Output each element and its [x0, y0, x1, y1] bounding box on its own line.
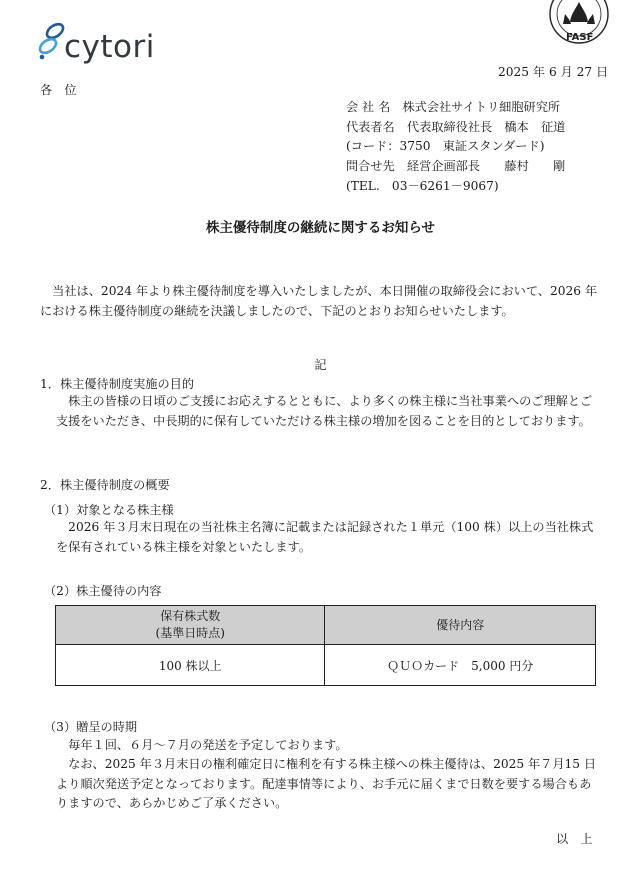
addressee: 各 位: [40, 83, 77, 97]
section2-sub1-heading: （1）対象となる株主様: [44, 503, 174, 517]
company-info: [346, 98, 565, 197]
page-title: 株主優待制度の継続に関するお知らせ: [205, 220, 436, 236]
logo-wordmark: cytori: [64, 29, 155, 65]
contact-person: 問合せ先 経営企画部長 藤村 剛: [346, 159, 566, 174]
table-header-row: [56, 606, 596, 645]
fasf-emblem-icon: [549, 0, 609, 52]
section2-sub3-body: なお、2025 年３月末日の権利確定日に権利を有する株主様への株主優待は、2025 年７月15 日より順次発送予定となっております。配達事情等により、お手元に届くまで日数を要する場合もありますので、あらかじめご了承ください。: [56, 757, 597, 810]
company-logo: [36, 18, 176, 70]
benefit-cell: ＱＵＯカード 5,000 円分: [325, 645, 596, 686]
company-name: 会 社 名 株式会社サイトリ細胞研究所: [346, 100, 561, 114]
ki-mark: 記: [314, 358, 327, 372]
intro-paragraph: 当社は、2024 年より株主優待制度を導入いたしましたが、本日開催の取締役会において、2026 年における株主優待制度の継続を決議しましたので、下記のとおりお知らせいたします。: [40, 284, 598, 318]
shares-cell: 100 株以上: [56, 645, 325, 686]
section2-sub1-body: 2026 年３月末日現在の当社株主名簿に記載または記録された１単元（100 株）以上の当社株式を保有されている株主様を対象といたします。: [56, 520, 594, 554]
benefit-table: [55, 605, 596, 686]
representative: 代表者名 代表取締役社長 橋本 征道: [346, 119, 566, 134]
section2-sub3-line1: 毎年１回、６月～７月の発送を予定しております。: [56, 738, 348, 752]
contact-phone: (TEL. 03－6261－9067): [346, 178, 499, 193]
fasf-mark: [549, 0, 609, 52]
section2-sub3-heading: （3）贈呈の時期: [44, 720, 138, 734]
stock-code: (コード：3750 東証スタンダード): [346, 139, 545, 154]
section1-body: 株主の皆様の日頃のご支援にお応えするとともに、より多くの株主様に当社事業へのご理解とご支援をいただき、中長期的に保有していただける株主様の増加を図ることを目的としております。: [56, 394, 593, 428]
section2-heading: 2．株主優待制度の概要: [40, 478, 170, 492]
shares-column-header: 保有株式数 (基準日時点): [56, 606, 325, 645]
section1-heading: 1．株主優待制度実施の目的: [40, 377, 195, 391]
release-date: 2025 年 6 月 27 日: [498, 65, 609, 79]
benefit-column-header: 優待内容: [325, 606, 596, 645]
cytori-mark-icon: [36, 20, 66, 66]
section2-sub2-heading: （2）株主優待の内容: [44, 584, 162, 598]
table-row: [56, 645, 596, 686]
closing: 以 上: [556, 832, 593, 846]
fasf-badge-text: FASF: [566, 32, 594, 43]
